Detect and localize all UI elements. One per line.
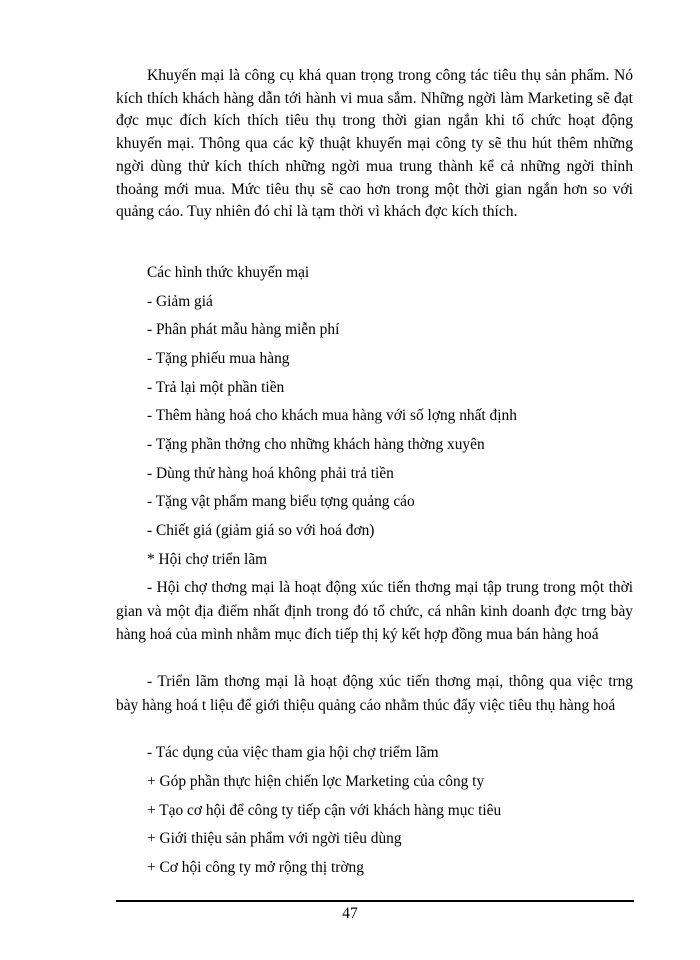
promo-item: - Dùng thử hàng hoá không phải trả tiền	[147, 465, 394, 482]
promo-heading: Các hình thức khuyến mại	[147, 264, 310, 281]
benefit-item: + Cơ hội công ty mở rộng thị trờng	[147, 859, 364, 876]
fair-definition-paragraph: - Hội chợ thơng mại là hoạt động xúc tiến thơng mại tập trung trong một thời gian và một địa điểm nhất định trong đó tổ chức, cá nhân kinh doanh đợc trng bày hàng hoá của mình nhằm mục đích tiếp thị ký kết hợp đồng mua bán hàng hoá	[116, 579, 633, 643]
benefit-item: + Tạo cơ hội để công ty tiếp cận với khách hàng mục tiêu	[147, 802, 502, 819]
promo-item: - Chiết giá (giảm giá so với hoá đơn)	[147, 522, 375, 539]
promo-item: - Trả lại một phần tiền	[147, 379, 285, 396]
promo-item: - Tặng phần thởng cho những khách hàng thờng xuyên	[147, 436, 485, 453]
benefit-item: + Góp phần thực hiện chiến lợc Marketing của công ty	[147, 773, 485, 790]
intro-paragraph: Khuyến mại là công cụ khá quan trọng trong công tác tiêu thụ sản phẩm. Nó kích thích khách hàng dẫn tới hành vi mua sắm. Những ngời làm Marketing sẽ đạt đợc mục đích kích thích tiêu thụ trong thời gian ngắn khi tổ chức hoạt động khuyến mại. Thông qua các kỹ thuật khuyến mại công ty sẽ thu hút thêm những ngời dùng thử kích thích những ngời mua trung thành kể cả những ngời thỉnh thoảng mới mua. Mức tiêu thụ sẽ cao hơn trong một thời gian ngắn hơn so với quảng cáo. Tuy nhiên đó chỉ là tạm thời vì khách đợc kích thích.	[116, 67, 633, 221]
promo-item: - Phân phát mẫu hàng miễn phí	[147, 321, 340, 338]
exhibition-definition-paragraph: - Triển lãm thơng mại là hoạt động xúc tiến thơng mại, thông qua việc trng bày hàng hoá t liệu để giới thiệu quảng cáo nhằm thúc đẩy việc tiêu thụ hàng hoá	[116, 673, 633, 714]
fair-heading: * Hội chợ triển lãm	[147, 551, 268, 568]
promo-item: - Tặng vật phẩm mang biểu tợng quảng cáo	[147, 493, 415, 510]
promo-item: - Thêm hàng hoá cho khách mua hàng với số lợng nhất định	[147, 407, 517, 424]
footer-divider	[116, 900, 634, 902]
promo-item: - Tặng phiếu mua hàng	[147, 350, 290, 367]
promo-item: - Giảm giá	[147, 293, 213, 310]
page-number: 47	[342, 905, 358, 922]
benefits-heading: - Tác dụng của việc tham gia hội chợ triểm lãm	[147, 744, 439, 761]
benefit-item: + Giới thiệu sản phẩm với ngời tiêu dùng	[147, 830, 402, 847]
